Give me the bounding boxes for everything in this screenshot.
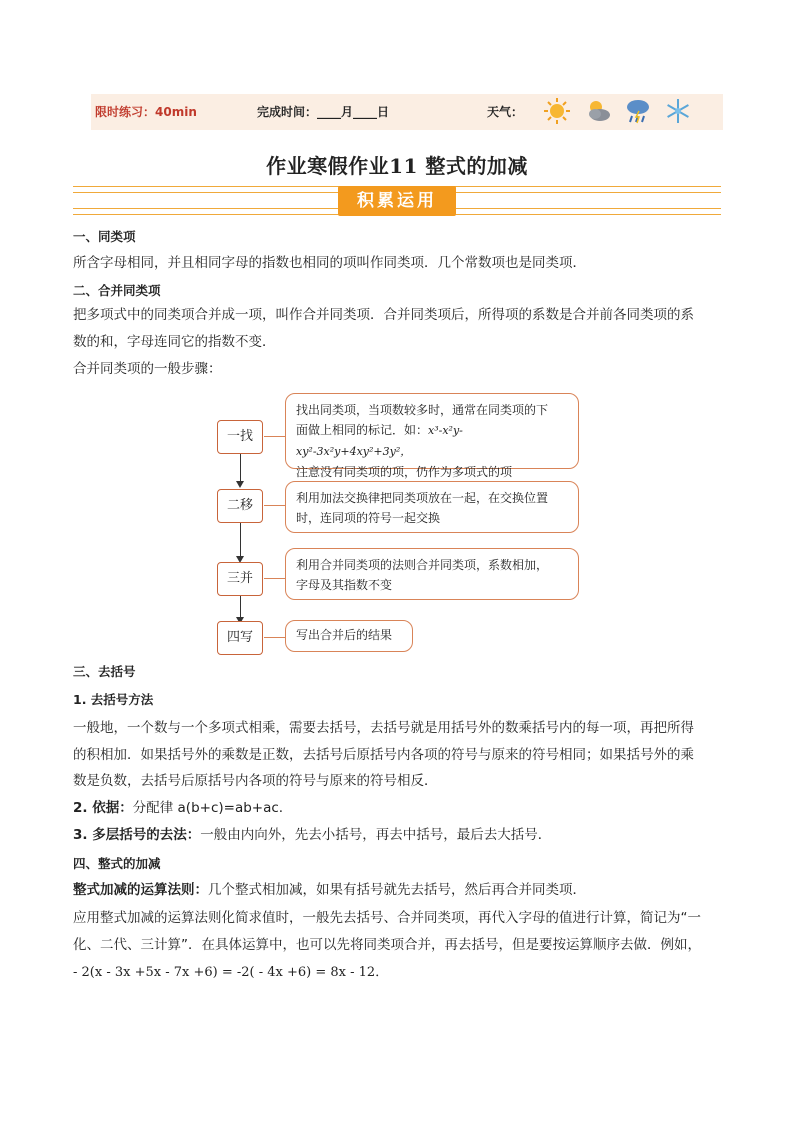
add-subtract-line1: 应用整式加减的运算法则化简求值时，一般先去括号、合并同类项，再代入字母的值进行计算，简记为“一 <box>73 910 701 926</box>
time-limit-label: 限时练习：40min <box>95 105 197 119</box>
section-heading-brackets: 三、去括号 <box>73 664 136 679</box>
step-find: 一找 <box>217 420 263 454</box>
section-heading-combine: 二、合并同类项 <box>73 283 161 298</box>
bracket-basis: 2. 依据：分配律 a(b+c)=ab+ac. <box>73 800 284 816</box>
nested-brackets: 3. 多层括号的去法：一般由内向外，先去小括号，再去中括号，最后去大括号． <box>73 827 552 843</box>
section-heading-similar-terms: 一、同类项 <box>73 229 136 244</box>
flow-connector <box>240 452 241 482</box>
flow-link <box>264 505 286 506</box>
step-move: 二移 <box>217 489 263 523</box>
step-move-line1: 利用加法交换律把同类项放在一起，在交换位置 <box>296 491 549 505</box>
step-combine-description <box>285 548 579 600</box>
partly-cloudy-icon <box>584 97 612 125</box>
bracket-method-line3: 数是负数，去括号后原括号内各项的符号与原来的符号相反． <box>73 773 438 789</box>
add-subtract-line2: 化、二代、三计算”．在具体运算中，也可以先将同类项合并，再去括号，但是要按运算顺序去做．例如， <box>73 937 701 953</box>
step-move-description <box>285 481 579 533</box>
snowflake-icon <box>664 97 692 125</box>
step-write-line1: 写出合并后的结果 <box>296 628 393 642</box>
flow-link <box>264 578 286 579</box>
step-write: 四写 <box>217 621 263 655</box>
bracket-method-line2: 的积相加．如果括号外的乘数是正数，去括号后原括号内各项的符号与原来的符号相同；如果括号外的乘 <box>73 747 694 763</box>
weather-label: 天气： <box>487 105 524 119</box>
step-write-description <box>285 620 413 652</box>
step-find-description <box>285 393 579 479</box>
section-badge: 积累运用 <box>338 186 456 216</box>
page-title: 作业寒假作业11 整式的加减 <box>266 154 528 178</box>
step-find-line2: 面做上相同的标记．如：x³-x²y-xy²-3x²y+4xy²+3y²， <box>296 423 463 458</box>
worked-example: - 2(x - 3x +5x - 7x +6) = -2( - 4x +6) = 8x - 12． <box>73 965 389 980</box>
header-bar <box>91 94 723 130</box>
example-polynomial: x³-x²y-xy²-3x²y+4xy²+3y²， <box>296 424 463 458</box>
bracket-method-line1: 一般地，一个数与一个多项式相乘，需要去括号，去括号就是用括号外的数乘括号内的每一项，再把所得 <box>73 720 694 736</box>
combine-text-line1: 把多项式中的同类项合并成一项，叫作合并同类项．合并同类项后，所得项的系数是合并前各同类项的系 <box>73 307 694 323</box>
add-subtract-rule: 整式加减的运算法则：几个整式相加减，如果有括号就先去括号，然后再合并同类项． <box>73 882 586 898</box>
step-combine: 三并 <box>217 562 263 596</box>
step-combine-line1: 利用合并同类项的法则合并同类项，系数相加， <box>296 558 549 572</box>
arrow-down-icon <box>236 481 244 488</box>
step-combine-line2: 字母及其指数不变 <box>296 578 393 592</box>
flow-connector <box>240 522 241 560</box>
sun-icon <box>543 97 571 125</box>
step-find-line1: 找出同类项，当项数较多时，通常在同类项的下 <box>296 403 549 417</box>
flow-link <box>264 637 286 638</box>
bracket-method-heading: 1. 去括号方法 <box>73 692 154 707</box>
step-move-line2: 时，连同项的符号一起交换 <box>296 511 441 525</box>
section-heading-add-subtract: 四、整式的加减 <box>73 856 161 871</box>
similar-terms-definition: 所含字母相同，并且相同字母的指数也相同的项叫作同类项．几个常数项也是同类项． <box>73 255 586 271</box>
step-find-line3: 注意没有同类项的项，仍作为多项式的项 <box>296 465 513 479</box>
combine-text-line2: 数的和，字母连同它的指数不变． <box>73 334 276 350</box>
combine-steps-intro: 合并同类项的一般步骤： <box>73 361 222 377</box>
finish-time-label: 完成时间：____月____日 <box>257 105 390 119</box>
rain-icon <box>624 97 652 125</box>
flow-link <box>264 436 286 437</box>
